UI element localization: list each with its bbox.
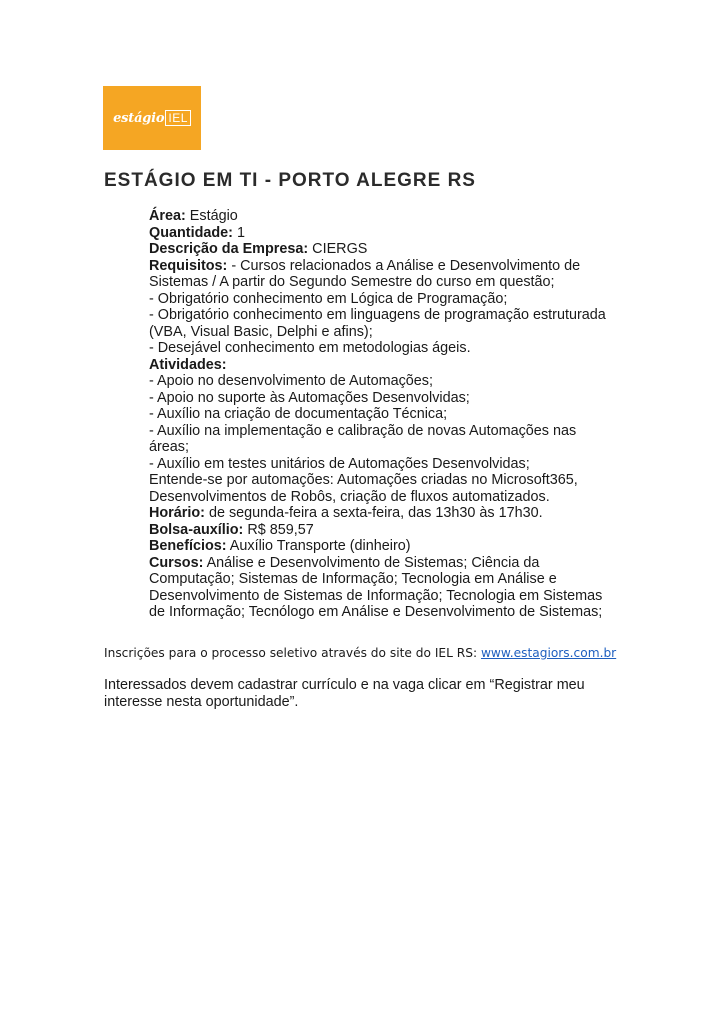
horario-line: [149, 505, 629, 522]
bolsa-label: Bolsa-auxílio:: [149, 521, 244, 538]
atividades-label: Atividades:: [149, 356, 227, 373]
atividades-text: Desenvolvimentos de Robôs, criação de fluxos automatizados.: [149, 488, 550, 505]
requisitos-text: (VBA, Visual Basic, Delphi e afins);: [149, 323, 373, 340]
atividades-text: áreas;: [149, 439, 189, 455]
atividades-text: - Auxílio na implementação e calibração de novas Automações nas: [149, 422, 577, 439]
atividades-text: - Auxílio na criação de documentação Técnica;: [149, 406, 448, 422]
logo-word-estagio: estágio: [113, 110, 165, 126]
job-details: [149, 208, 629, 621]
inscricoes-paragraph: [104, 645, 616, 661]
descricao-line: [149, 241, 629, 258]
requisitos-text: - Desejável conhecimento em metodologias ágeis.: [149, 340, 471, 356]
area-line: [149, 208, 629, 225]
horario-label: Horário:: [149, 505, 205, 521]
requisitos-text: - Obrigatório conhecimento em Lógica de Programação;: [149, 290, 508, 307]
logo-lockup: [113, 109, 191, 127]
requisitos-label: Requisitos:: [149, 257, 228, 274]
atividades-line: [149, 357, 629, 374]
inscricoes-text: Inscrições para o processo seletivo através do site do IEL RS:: [104, 646, 481, 660]
cursos-text: Análise e Desenvolvimento de Sistemas; Ciência da: [203, 554, 540, 571]
requisitos-text: - Cursos relacionados a Análise e Desenvolvimento de: [227, 257, 581, 274]
descricao-label: Descrição da Empresa:: [149, 241, 309, 257]
quantidade-value: 1: [232, 224, 245, 241]
quantidade-label: Quantidade:: [149, 224, 233, 241]
logo-box-iel: IEL: [165, 110, 191, 126]
beneficios-value: Auxílio Transporte (dinheiro): [226, 538, 411, 554]
cursos-text: Computação; Sistemas de Informação; Tecnologia em Análise e: [149, 571, 557, 587]
beneficios-label: Benefícios:: [149, 538, 227, 554]
area-value: Estágio: [185, 208, 238, 224]
horario-value: de segunda-feira a sexta-feira, das 13h30 às 17h30.: [204, 505, 543, 521]
page-title: ESTÁGIO EM TI - PORTO ALEGRE RS: [104, 170, 476, 191]
cursos-label: Cursos:: [149, 554, 204, 571]
cursos-text: de Informação; Tecnólogo em Análise e Desenvolvimento de Sistemas;: [149, 604, 603, 620]
iel-estagio-logo: [103, 86, 201, 150]
requisitos-line: [149, 258, 629, 275]
requisitos-text: Sistemas / A partir do Segundo Semestre do curso em questão;: [149, 274, 555, 290]
cursos-line: [149, 555, 629, 572]
atividades-text: - Apoio no suporte às Automações Desenvolvidas;: [149, 389, 470, 406]
area-label: Área:: [149, 208, 186, 224]
quantidade-line: [149, 225, 629, 242]
beneficios-line: [149, 538, 629, 555]
estagiors-link[interactable]: www.estagiors.com.br: [480, 646, 617, 660]
requisitos-text: - Obrigatório conhecimento em linguagens de programação estruturada: [149, 307, 606, 323]
atividades-text: - Apoio no desenvolvimento de Automações;: [149, 373, 433, 389]
bolsa-line: [149, 522, 629, 539]
descricao-value: CIERGS: [308, 241, 368, 257]
atividades-text: - Auxílio em testes unitários de Automações Desenvolvidas;: [149, 455, 530, 472]
bolsa-value: R$ 859,57: [243, 521, 314, 538]
atividades-text: Entende-se por automações: Automações criadas no Microsoft365,: [149, 472, 578, 488]
cursos-text: Desenvolvimento de Sistemas de Informação; Tecnologia em Sistemas: [149, 587, 603, 604]
interessados-paragraph: Interessados devem cadastrar currículo e na vaga clicar em “Registrar meu interesse nesta oportunidade”.: [104, 677, 585, 710]
